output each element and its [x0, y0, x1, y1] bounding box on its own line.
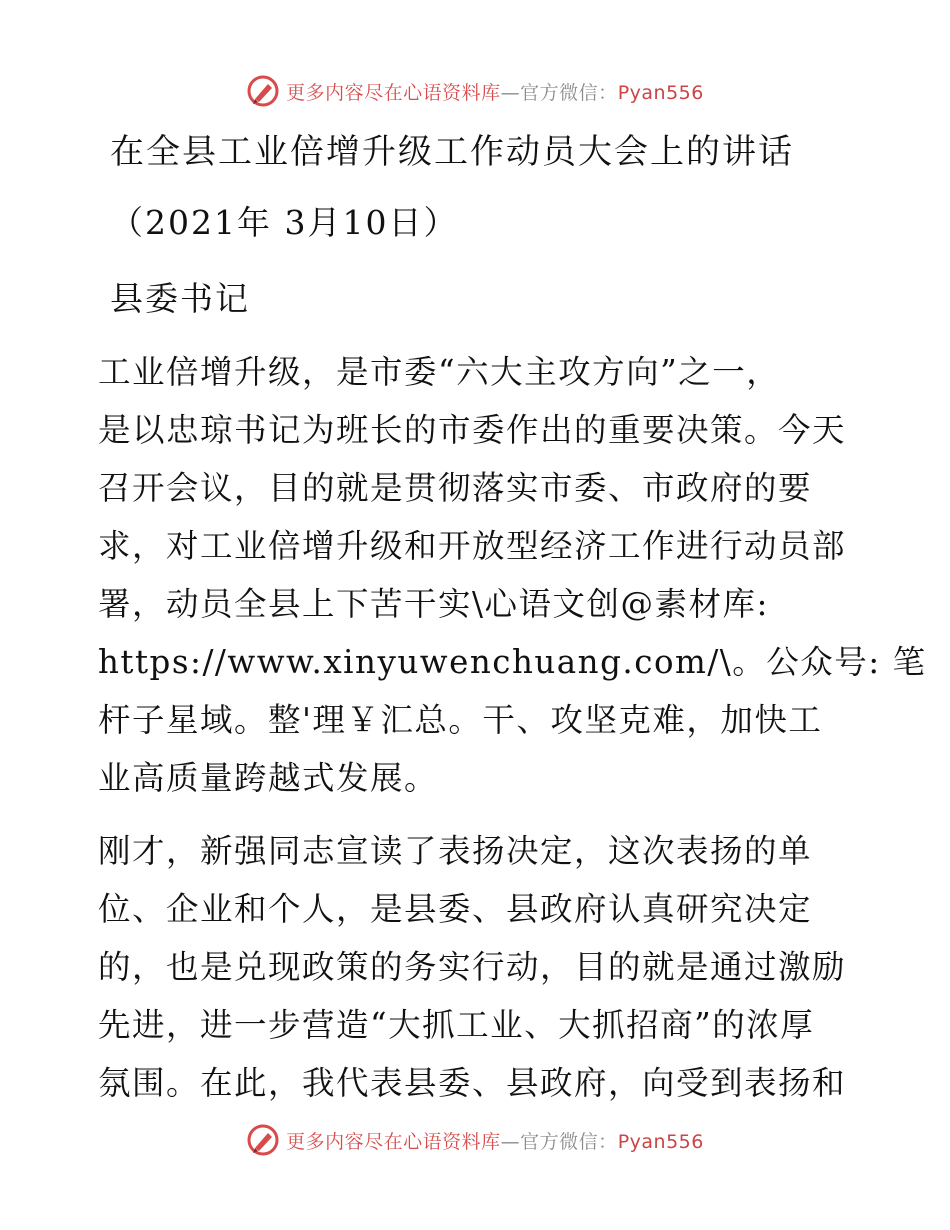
header-watermark	[0, 71, 950, 111]
pen-logo-icon	[246, 1123, 280, 1157]
paragraph-line: 位、企业和个人，是县委、县政府认真研究决定	[98, 890, 813, 928]
paragraph-line: 刚才，新强同志宣读了表扬决定，这次表扬的单	[98, 832, 813, 870]
paragraph-line: 杆子星域。整'理￥汇总。干、攻坚克难，加快工	[98, 701, 823, 739]
paragraph-line: 召开会议，目的就是贯彻落实市委、市政府的要	[98, 469, 813, 507]
watermark-text: 更多内容尽在心语资料库—官方微信：Pyan556	[286, 81, 704, 104]
document-title: 在全县工业倍增升级工作动员大会上的讲话	[110, 132, 794, 172]
paragraph-line: 业高质量跨越式发展。	[98, 759, 439, 797]
document-date: （2021年 3月10日）	[110, 203, 459, 242]
pen-logo-icon	[246, 74, 280, 108]
paragraph-line: 求，对工业倍增升级和开放型经济工作进行动员部	[98, 527, 847, 565]
paragraph-line: 的，也是兑现政策的务实行动，目的就是通过激励	[98, 948, 847, 986]
paragraph-line: 氛围。在此，我代表县委、县政府，向受到表扬和	[98, 1064, 847, 1102]
paragraph-line: 工业倍增升级，是市委“六大主攻方向”之一，	[98, 353, 781, 391]
paragraph-line: https://www.xinyuwenchuang.com/\。公众号: 笔	[98, 643, 927, 681]
paragraph-1	[98, 343, 927, 807]
watermark-text: 更多内容尽在心语资料库—官方微信：Pyan556	[286, 1130, 704, 1153]
footer-watermark	[0, 1120, 950, 1160]
paragraph-line: 署，动员全县上下苦干实\心语文创@素材库:	[98, 585, 769, 623]
paragraph-line: 是以忠琼书记为班长的市委作出的重要决策。今天	[98, 411, 847, 449]
paragraph-line: 先进，进一步营造“大抓工业、大抓招商”的浓厚	[98, 1006, 815, 1044]
paragraph-2	[98, 822, 858, 1112]
document-author: 县委书记	[110, 279, 250, 318]
